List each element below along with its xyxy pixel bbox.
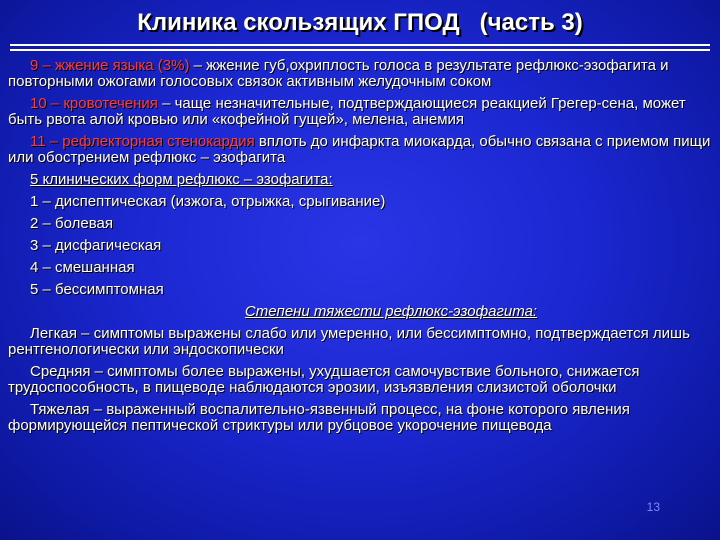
severity-heading: Степени тяжести рефлюкс-эзофагита: (244, 303, 538, 320)
title-divider-top (10, 44, 710, 46)
form-item-2: 2 – болевая (30, 215, 113, 232)
symptom-10-text: – чаще незначительные, подтверждающиеся реакцией Грегер-сена, может быть рвота алой кровью или «кофейной гущей», мелена, анемия (8, 95, 686, 128)
slide-content (8, 58, 714, 440)
severity-medium: Средняя – симптомы более выражены, ухудшается самочувствие больного, снижается трудоспособность, в пищеводе наблюдаются эрозии, изъязвления слизистой оболочки (8, 363, 640, 396)
form-item-4: 4 – смешанная (30, 259, 135, 276)
symptom-9-text: – жжение губ,охриплость голоса в результате рефлюкс-эзофагита и повторными ожогами голосовых связок активным желудочным соком (8, 57, 669, 90)
symptom-11-text: вплоть до инфаркта миокарда, обычно связана с приемом пищи или обострением рефлюкс – эзофагита (8, 133, 711, 166)
form-item-1: 1 – диспептическая (изжога, отрыжка, срыгивание) (30, 193, 386, 210)
symptom-10-lead: 10 – кровотечения (30, 95, 158, 112)
severity-light: Легкая – симптомы выражены слабо или умеренно, или бессимптомно, подтверждается лишь рентгенологически или эндоскопически (8, 325, 690, 358)
title-divider-bottom (10, 49, 710, 51)
symptom-11-lead: 11 – рефлекторная стенокардия (30, 133, 255, 150)
page-number: 13 (646, 500, 660, 514)
forms-heading (8, 172, 714, 188)
symptom-9-paragraph (8, 58, 714, 90)
symptom-9-lead: 9 – жжение языка (3%) (30, 57, 190, 74)
forms-heading-text: 5 клинических форм рефлюкс – эзофагита: (30, 171, 333, 188)
slide-title: Клиника скользящих ГПОД (часть 3) (137, 9, 583, 36)
form-item-3: 3 – дисфагическая (30, 237, 162, 254)
severity-heavy: Тяжелая – выраженный воспалительно-язвенный процесс, на фоне которого явления формирующейся пептической стриктуры или рубцовое укорочение пищевода (8, 401, 630, 434)
symptom-11-paragraph (8, 134, 714, 166)
form-item-5: 5 – бессимптомная (30, 281, 164, 298)
symptom-10-paragraph (8, 96, 714, 128)
